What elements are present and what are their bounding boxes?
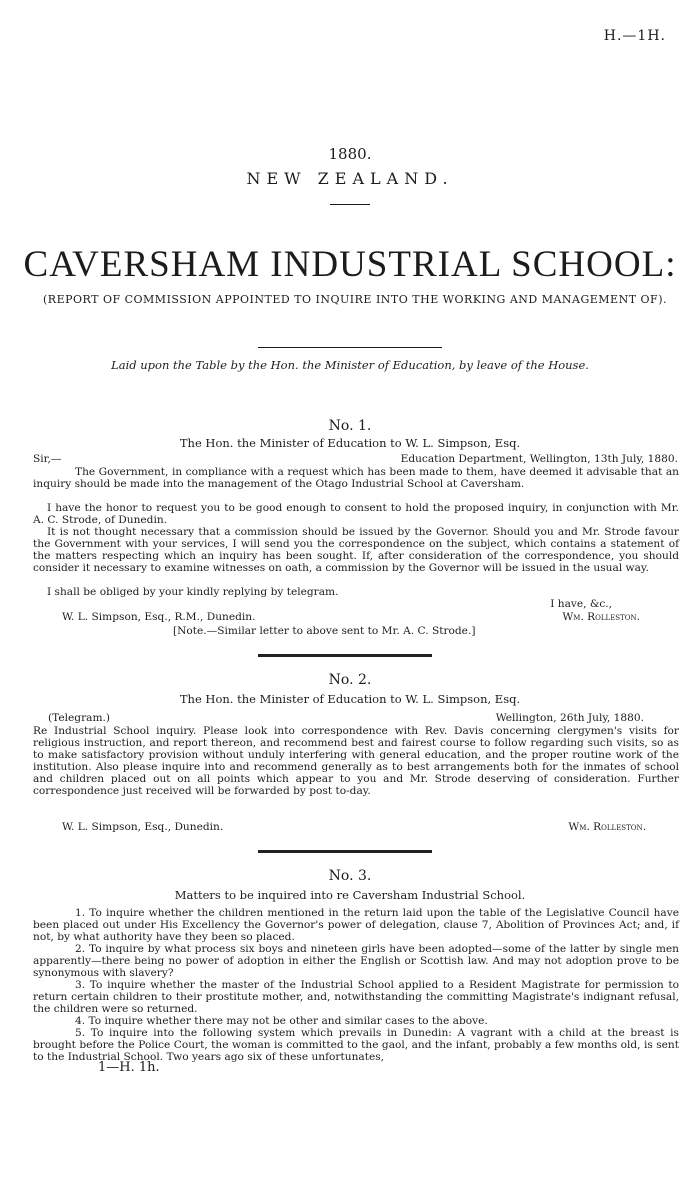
letter-2-signature: Wm. Rolleston. <box>568 821 646 833</box>
title-rule <box>330 204 370 205</box>
letter-2-kind: (Telegram.) <box>48 712 111 724</box>
matter-item: 2. To inquire by what process six boys and nineteen girls have been adopted—some of the latter by single men apparently—there being no power of adoption in either the English or Scottish law. And may not adoption prove to be synonymous with slavery? <box>33 943 679 979</box>
letter-1-note: [Note.—Similar letter to above sent to Mr. A. C. Strode.] <box>173 625 476 637</box>
subtitle-rule <box>258 347 442 348</box>
letter-1-from-to: The Hon. the Minister of Education to W. L. Simpson, Esq. <box>179 436 521 450</box>
letter-2-body: Re Industrial School inquiry. Please look into correspondence with Rev. Davis concerning clergymen's visits for religious instruction, and report thereon, and recommend best and fairest course to follow regarding such visits, so as to make satisfactory provision without unduly interfering with general education, and the proper routine work of the institution. Also please inquire into and recommend generally as to best arrangements both for the inmates of school and children placed out on all points which appear to you and Mr. Strode deserving of consideration. Further correspondence just received will be forwarded by post to-day. <box>33 725 679 797</box>
matters-heading: Matters to be inquired into re Caversham Industrial School. <box>174 888 526 902</box>
signature-mark: 1—H. 1h. <box>98 1060 160 1075</box>
country-heading: NEW ZEALAND. <box>246 169 454 188</box>
section-separator <box>258 850 432 853</box>
matter-item: 5. To inquire into the following system which prevails in Dunedin: A vagrant with a child at the breast is brought before the Police Court, the woman is committed to the gaol, and the infant, probably a few months old, is sent to the Industrial School. Two years ago six of these unfortunates, <box>33 1027 679 1063</box>
letter-1-addressee: W. L. Simpson, Esq., R.M., Dunedin. <box>62 611 256 623</box>
letter-2-addressee: W. L. Simpson, Esq., Dunedin. <box>62 821 224 833</box>
document-title: CAVERSHAM INDUSTRIAL SCHOOL: <box>23 244 677 285</box>
matter-item: 4. To inquire whether there may not be other and similar cases to the above. <box>75 1015 488 1027</box>
letter-1-paragraph: I have the honor to request you to be good enough to consent to hold the proposed inquiry, in conjunction with Mr. A. C. Strode, of Dunedin. <box>33 502 679 526</box>
letter-1-paragraph: The Government, in compliance with a request which has been made to them, have deemed it advisable that an inquiry should be made into the management of the Otago Industrial School at Caversham. <box>33 466 679 490</box>
laid-upon-table-note: Laid upon the Table by the Hon. the Minister of Education, by leave of the House. <box>111 358 589 372</box>
section-number-3: No. 3. <box>328 868 372 884</box>
section-number-2: No. 2. <box>328 672 372 688</box>
document-subtitle: (REPORT OF COMMISSION APPOINTED TO INQUIRE INTO THE WORKING AND MANAGEMENT OF). <box>43 293 667 306</box>
letter-1-paragraph: I shall be obliged by your kindly replying by telegram. <box>47 586 339 598</box>
letter-1-dateline: Education Department, Wellington, 13th July, 1880. <box>400 453 678 465</box>
matter-item: 3. To inquire whether the master of the Industrial School applied to a Resident Magistrate for permission to return certain children to their prostitute mother, and, notwithstanding the committing Magistrate's indignant refusal, the children were so returned. <box>33 979 679 1015</box>
paper-reference: H.—1H. <box>603 28 666 44</box>
letter-2-from-to: The Hon. the Minister of Education to W. L. Simpson, Esq. <box>179 692 521 706</box>
letter-1-salutation: Sir,— <box>33 453 62 465</box>
letter-2-dateline: Wellington, 26th July, 1880. <box>495 712 644 724</box>
letter-1-signature: Wm. Rolleston. <box>562 611 640 623</box>
letter-1-paragraph: It is not thought necessary that a commission should be issued by the Governor. Should you and Mr. Strode favour the Government with your services, I will send you the correspondence on the subject, which contains a statement of the matters respecting which an inquiry has been sought. If, after consideration of the correspondence, you should consider it necessary to examine witnesses on oath, a commission by the Governor will be issued in the usual way. <box>33 526 679 574</box>
year: 1880. <box>328 145 372 163</box>
letter-1-closing: I have, &c., <box>550 598 612 610</box>
matter-item: 1. To inquire whether the children mentioned in the return laid upon the table of the Legislative Council have been placed out under His Excellency the Governor's power of delegation, clause 7, Abolition of Provinces Act; and, if not, by what authority have they been so placed. <box>33 907 679 943</box>
section-separator <box>258 654 432 657</box>
section-number-1: No. 1. <box>328 418 372 434</box>
